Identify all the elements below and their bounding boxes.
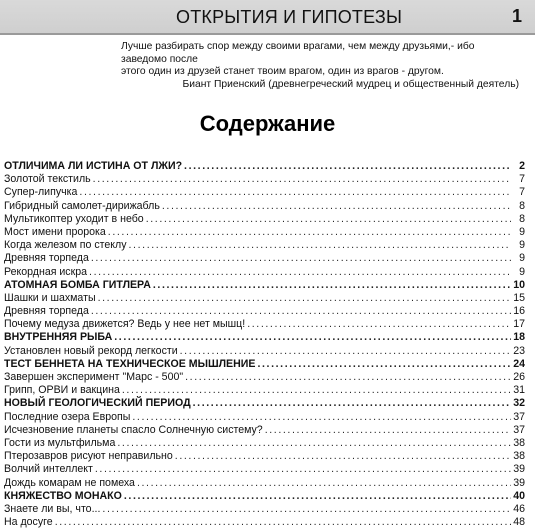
section-title: ОТКРЫТИЯ И ГИПОТЕЗЫ [176,7,403,27]
toc-entry-row[interactable] [4,213,525,226]
toc-entry-title: Рекордная искра [4,265,88,278]
toc-entry-page: 9 [519,252,525,265]
toc-entry-page: 17 [513,318,525,331]
toc-entry-row[interactable] [4,173,525,186]
toc-dot-leader [122,384,511,397]
toc-dot-leader [265,424,511,437]
epigraph-line-2: этого один из друзей станет твоим врагом, один из врагов - другом. [121,66,444,78]
toc-dot-leader [193,397,511,410]
toc-entry-row[interactable] [4,292,525,305]
toc-entry-title: Птерозавров рисуют неправильно [4,450,173,463]
toc-dot-leader [95,463,511,476]
toc-entry-title: Последние озера Европы [4,410,131,423]
toc-entry-row[interactable] [4,266,525,279]
toc-entry-page: 40 [513,489,525,502]
toc-entry-page: 24 [513,357,525,370]
toc-entry-title: Гибридный самолет-дирижабль [4,199,160,212]
toc-entry-row[interactable] [4,239,525,252]
toc-dot-leader [79,186,511,199]
toc-dot-leader [137,477,511,490]
toc-entry-row[interactable] [4,503,525,516]
toc-dot-leader [98,292,511,305]
toc-dot-leader [185,371,511,384]
toc-entry-page: 7 [519,173,525,186]
toc-entry-title: Установлен новый рекорд легкости [4,344,178,357]
toc-entry-title: Когда железом по стеклу [4,239,127,252]
toc-section-row[interactable] [4,358,525,371]
toc-entry-row[interactable] [4,305,525,318]
table-of-contents [4,160,525,529]
toc-entry-title: НОВЫЙ ГЕОЛОГИЧЕСКИЙ ПЕРИОД [4,397,191,410]
toc-entry-page: 38 [513,436,525,449]
toc-entry-page: 31 [513,384,525,397]
epigraph-attribution: Биант Приенский (древнегреческий мудрец и общественный деятель) [182,78,519,90]
toc-entry-title: Грипп, ОРВИ и вакцина [4,384,120,397]
toc-dot-leader [257,358,511,371]
toc-entry-page: 37 [513,423,525,436]
toc-entry-page: 39 [513,463,525,476]
toc-entry-title: Гости из мультфильма [4,436,116,449]
toc-dot-leader [91,305,511,318]
toc-dot-leader [162,200,511,213]
toc-entry-page: 32 [513,397,525,410]
toc-entry-row[interactable] [4,252,525,265]
toc-dot-leader [184,160,511,173]
toc-entry-row[interactable] [4,371,525,384]
toc-dot-leader [93,173,511,186]
toc-entry-page: 8 [519,212,525,225]
toc-entry-title: Завершен эксперимент "Марс - 500" [4,371,184,383]
toc-entry-row[interactable] [4,463,525,476]
toc-entry-page: 15 [513,291,525,304]
epigraph [121,41,521,91]
toc-entry-page: 23 [513,344,525,357]
toc-dot-leader [132,411,511,424]
toc-entry-title: АТОМНАЯ БОМБА ГИТЛЕРА [4,278,151,291]
toc-entry-title: ОТЛИЧИМА ЛИ ИСТИНА ОТ ЛЖИ? [4,160,183,172]
toc-dot-leader [129,239,511,252]
toc-entry-page: 39 [513,476,525,489]
toc-dot-leader [175,450,511,463]
toc-entry-row[interactable] [4,200,525,213]
toc-entry-page: 18 [513,331,525,344]
toc-entry-title: Знаете ли вы, что... [4,502,101,515]
toc-entry-title: Шашки и шахматы [4,291,96,304]
toc-dot-leader [91,252,511,265]
toc-entry-title: Древняя торпеда [4,305,89,318]
toc-entry-row[interactable] [4,437,525,450]
toc-entry-row[interactable] [4,186,525,199]
toc-entry-title: Дождь комарам не помеха [4,476,135,489]
toc-entry-title: На досуге [4,516,53,529]
toc-entry-row[interactable] [4,318,525,331]
toc-entry-row[interactable] [4,424,525,437]
toc-section-row[interactable] [4,279,525,292]
toc-entry-page: 9 [519,239,525,252]
page-number: 1 [511,6,522,26]
toc-entry-page: 2 [519,160,525,172]
toc-entry-row[interactable] [4,345,525,358]
toc-entry-page: 10 [513,278,525,291]
toc-dot-leader [55,516,511,529]
toc-entry-title: Мультикоптер уходит в небо [4,212,144,225]
toc-entry-title: Исчезновение планеты спасло Солнечную систему? [4,423,263,436]
toc-entry-row[interactable] [4,384,525,397]
toc-entry-row[interactable] [4,450,525,463]
toc-entry-page: 26 [513,371,525,383]
toc-entry-page: 48 [513,516,525,529]
toc-dot-leader [89,266,511,279]
toc-entry-title: ВНУТРЕННЯЯ РЫБА [4,331,113,344]
toc-entry-page: 16 [513,305,525,318]
toc-entry-page: 7 [519,186,525,199]
toc-entry-page: 37 [513,410,525,423]
epigraph-line-1: Лучше разбирать спор между своими врагами, чем между друзьями,- ибо заведомо после [121,41,475,65]
toc-heading: Содержание [199,111,336,136]
toc-entry-page: 38 [513,450,525,463]
section-header [0,0,535,35]
toc-dot-leader [146,213,511,226]
toc-entry-row[interactable] [4,411,525,424]
toc-dot-leader [108,226,511,239]
toc-section-row[interactable] [4,160,525,173]
toc-entry-title: ТЕСТ БЕННЕТА НА ТЕХНИЧЕСКОЕ МЫШЛЕНИЕ [4,357,256,370]
toc-entry-title: Супер-липучка [4,186,78,199]
toc-entry-title: КНЯЖЕСТВО МОНАКО [4,489,122,502]
toc-section-row[interactable] [4,397,525,410]
toc-dot-leader [247,318,511,331]
toc-dot-leader [102,503,511,516]
toc-entry-title: Древняя торпеда [4,252,89,265]
toc-section-row[interactable] [4,490,525,503]
toc-entry-page: 9 [519,225,525,238]
toc-entry-row[interactable] [4,516,525,529]
toc-dot-leader [180,345,511,358]
toc-entry-row[interactable] [4,477,525,490]
toc-entry-title: Волчий интеллект [4,463,93,476]
toc-dot-leader [153,279,511,292]
toc-entry-title: Почему медуза движется? Ведь у нее нет мышц! [4,318,246,331]
toc-dot-leader [117,437,511,450]
toc-entry-page: 46 [513,502,525,515]
toc-entry-row[interactable] [4,226,525,239]
toc-entry-title: Мост имени пророка [4,225,106,238]
toc-entry-page: 8 [519,199,525,212]
toc-section-row[interactable] [4,331,525,344]
toc-entry-title: Золотой текстиль [4,173,91,186]
toc-entry-page: 9 [519,265,525,278]
toc-dot-leader [114,331,511,344]
toc-dot-leader [124,490,511,503]
